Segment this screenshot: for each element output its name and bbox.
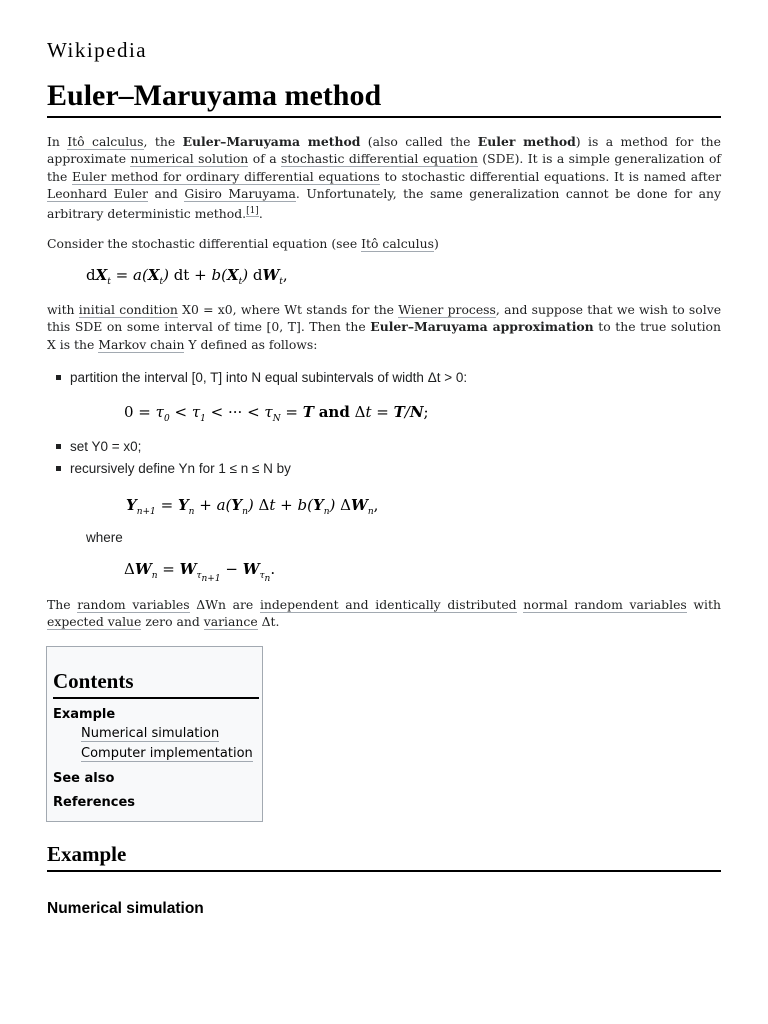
list-item-recursive (56, 461, 291, 476)
link-expected-value[interactable]: expected value (47, 614, 142, 630)
link-variance[interactable]: variance (203, 614, 258, 630)
table-of-contents (46, 646, 263, 822)
link-sde[interactable]: stochastic differential equation (281, 151, 478, 167)
equation-delta-w: $\Delta W_n = W_{\tau_{n+1}} - W_{\tau_n}$. (124, 560, 276, 584)
list-item-set (56, 439, 141, 454)
link-iid[interactable]: independent and identically distributed (259, 597, 517, 612)
link-markov-chain[interactable]: Markov chain (98, 336, 185, 352)
link-leonhard-euler[interactable]: Leonhard Euler (47, 186, 148, 202)
text: . Unfortunately, the same generalization cannot be done for any arbitrary deterministic method. (47, 186, 721, 221)
link-wiener-process[interactable]: Wiener process (398, 302, 496, 317)
list-item-text: set Y0 = x0; (70, 439, 142, 454)
text: to the true solution X is the (47, 319, 721, 352)
text: ) (433, 236, 439, 251)
toc-item-see-also[interactable]: See also (53, 771, 115, 786)
term-euler-maruyama: Euler–Maruyama method (182, 134, 361, 149)
link-normal-random-variables[interactable]: normal random variables (523, 597, 687, 612)
text: The (47, 597, 78, 612)
where-label: where (86, 530, 123, 545)
equation-partition: $0 = \tau_0 < \tau_1$ < ··· < $\tau_N = T$ and Δt = T/N; (124, 403, 429, 424)
toc-title: Contents (53, 669, 259, 699)
random-variables-paragraph (47, 596, 721, 631)
text: (SDE). It is a simple generalization of the (47, 151, 722, 184)
text: zero and (141, 614, 204, 630)
list-item-partition (56, 370, 467, 385)
bullet-icon (56, 375, 61, 380)
toc-item-numerical-simulation[interactable]: Numerical simulation (81, 726, 220, 741)
bullet-icon (56, 444, 61, 449)
text: and (147, 186, 185, 202)
text: to stochastic differential equations. It is named after (379, 168, 721, 184)
text: with (686, 597, 721, 612)
text: X0 = x0, where Wt stands for the (177, 302, 399, 317)
consider-paragraph (47, 235, 721, 252)
citation-1[interactable]: [1] (246, 205, 259, 216)
text: of a (248, 151, 282, 167)
term-em-approximation: Euler–Maruyama approximation (370, 319, 594, 335)
text: In (47, 134, 68, 149)
equation-sde: $dX_t = a(X_t)$ dt + $b(X_t)$ $dW_t$, (86, 266, 288, 287)
link-numerical-solution[interactable]: numerical solution (130, 151, 249, 167)
list-item-text: recursively define Yn for 1 ≤ n ≤ N by (70, 461, 291, 476)
toc-item-computer-implementation[interactable]: Computer implementation (81, 746, 253, 761)
text: ) is a method for the approximate (47, 134, 721, 167)
text: . (258, 205, 263, 221)
link-euler-method-ode[interactable]: Euler method for ordinary differential equations (72, 168, 380, 184)
text: (also called the (360, 134, 478, 149)
with-paragraph (47, 301, 721, 353)
link-ito-calculus-2[interactable]: Itô calculus (361, 236, 434, 251)
text: , and suppose that we wish to solve this SDE on some interval of time [0, T]. Then the (47, 302, 722, 335)
bullet-icon (56, 466, 61, 471)
toc-item-references[interactable]: References (53, 795, 136, 810)
toc-item-example[interactable]: Example (53, 707, 116, 722)
text: Y defined as follows: (184, 336, 318, 352)
equation-recursion: $Y_{n+1} = Y_n + a(Y_n) \Delta t + b(Y_n)$ $\Delta W_n$, (126, 496, 379, 517)
list-item-text: partition the interval [0, T] into N equal subintervals of width Δt > 0: (70, 370, 468, 385)
link-initial-condition[interactable]: initial condition (78, 302, 178, 317)
text: with (47, 302, 79, 317)
subsection-heading-numerical-simulation: Numerical simulation (47, 900, 204, 917)
text: ΔWn are (189, 597, 260, 612)
link-random-variables[interactable]: random variables (77, 597, 190, 612)
term-euler-method: Euler method (477, 134, 576, 149)
text: , the (143, 134, 183, 149)
text: Consider the stochastic differential equation (see (47, 236, 362, 251)
wikipedia-logo[interactable]: Wikipedia (47, 38, 148, 62)
intro-paragraph (47, 133, 721, 222)
text: Δt. (257, 614, 280, 630)
section-heading-example: Example (47, 842, 721, 872)
link-ito-calculus[interactable]: Itô calculus (67, 134, 144, 149)
link-gisiro-maruyama[interactable]: Gisiro Maruyama (184, 186, 296, 202)
page-title: Euler–Maruyama method (47, 76, 721, 118)
